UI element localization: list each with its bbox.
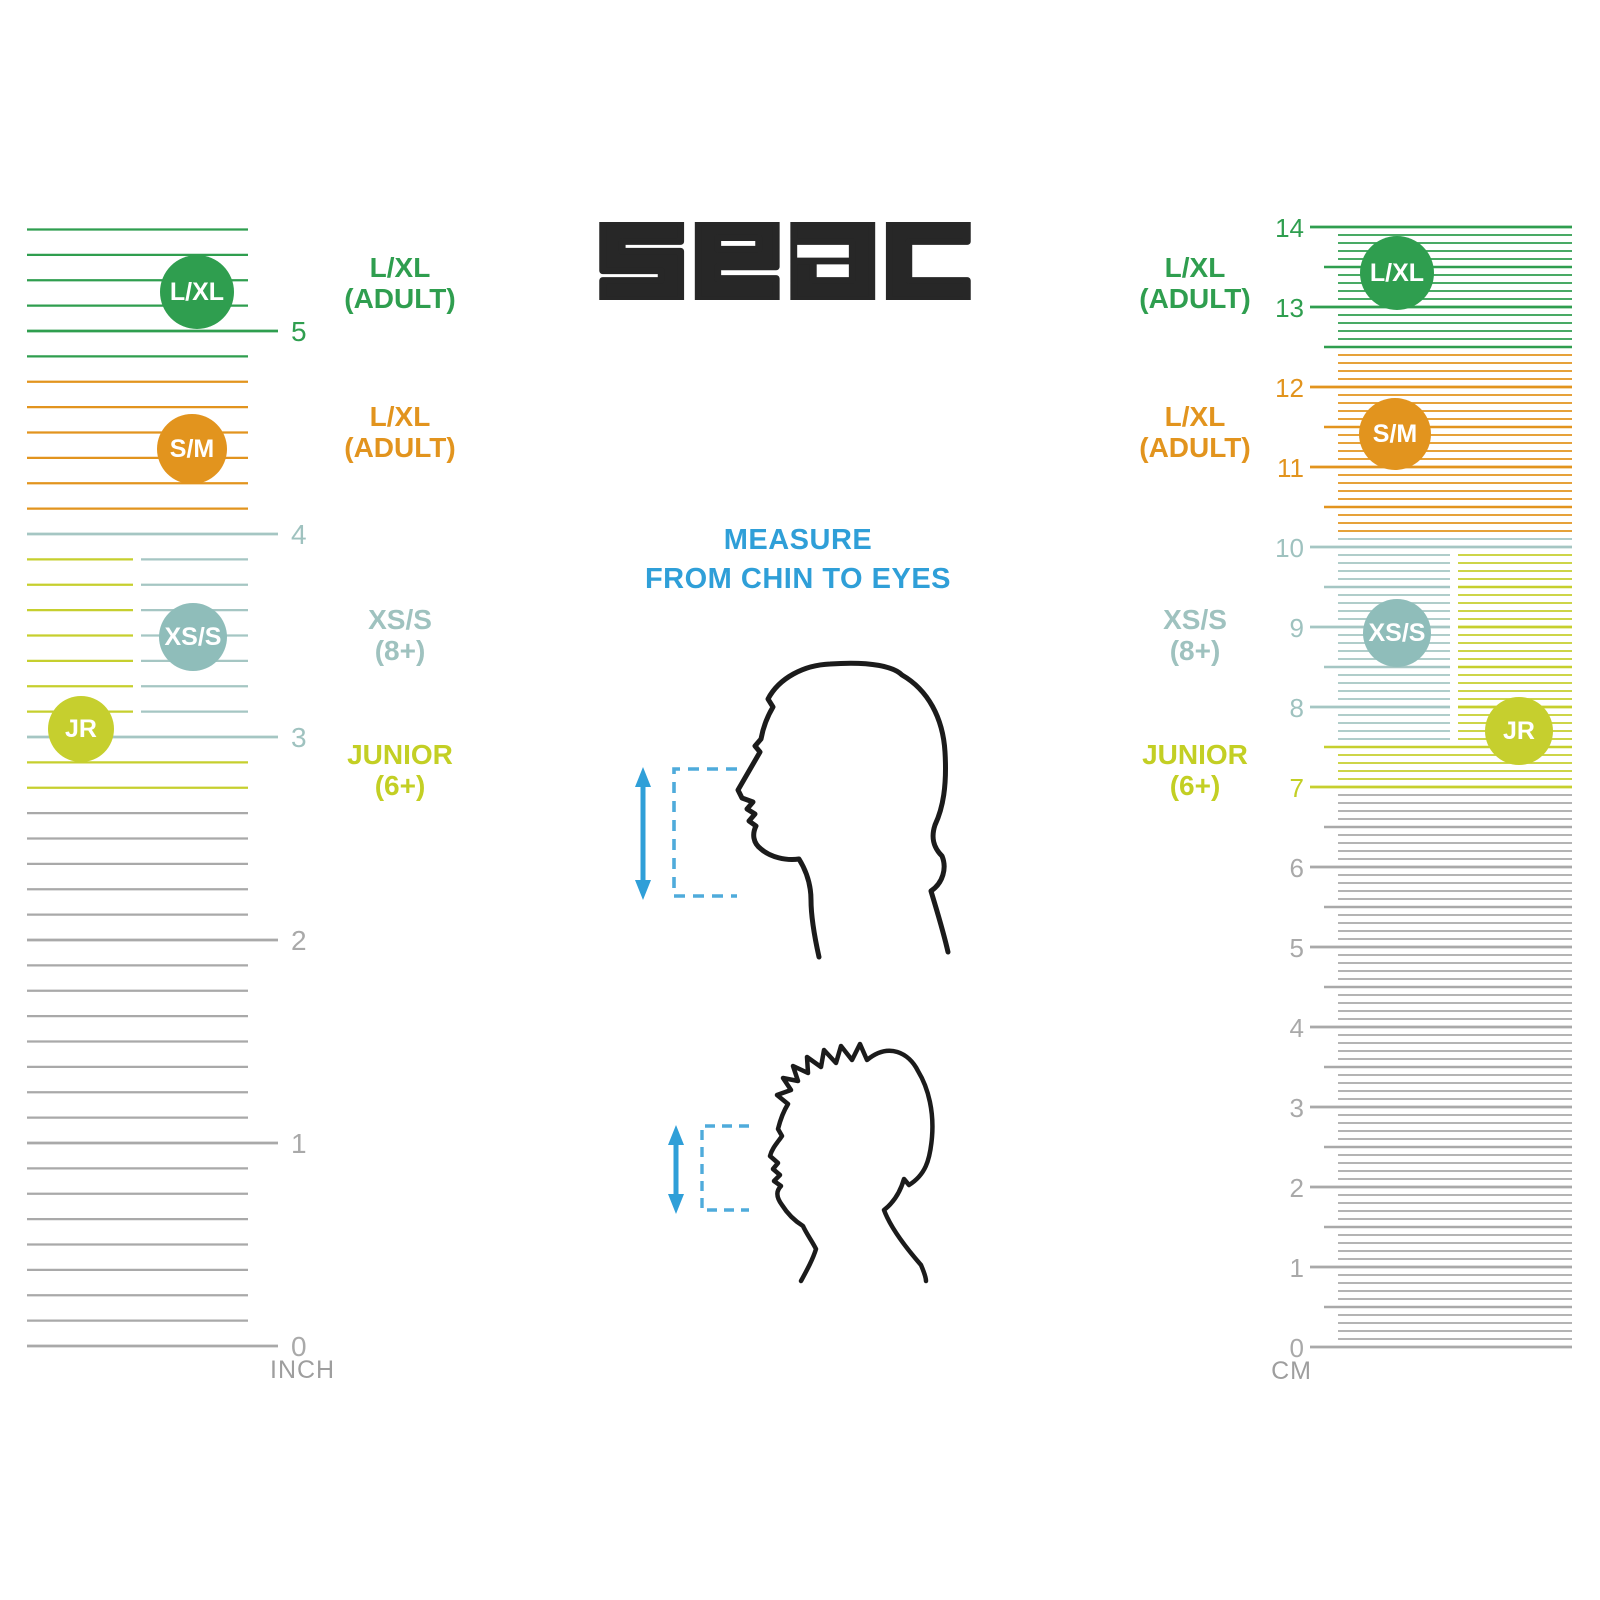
size-band-qualifier: (6+) — [374, 770, 426, 801]
size-band-title: XS/S — [1163, 604, 1227, 635]
ruler-tick-number: 7 — [1289, 773, 1304, 803]
size-circle-jr: JR — [48, 696, 114, 762]
ruler-tick-number: 6 — [1289, 853, 1304, 883]
size-band-label — [270, 401, 530, 463]
ruler-tick-number: 5 — [291, 316, 307, 347]
size-circle-s-m: S/M — [157, 414, 227, 484]
child-measure-arrow — [668, 1125, 749, 1214]
size-band-title: JUNIOR — [1142, 739, 1248, 770]
size-band-label — [1065, 401, 1325, 463]
size-circle-xs-s: XS/S — [1363, 599, 1431, 667]
ruler-tick-number: 3 — [291, 722, 307, 753]
ruler-tick-number: 9 — [1289, 613, 1304, 643]
measure-heading-line2: FROM CHIN TO EYES — [644, 563, 952, 595]
ruler-tick-number: 1 — [1289, 1253, 1304, 1283]
ruler-tick-number: 4 — [291, 519, 307, 550]
size-band-qualifier: (ADULT) — [1139, 432, 1251, 463]
size-band-qualifier: (ADULT) — [344, 432, 456, 463]
size-band-qualifier: (8+) — [1169, 635, 1221, 666]
size-band-title: L/XL — [369, 252, 431, 283]
size-band-qualifier: (ADULT) — [344, 283, 456, 314]
adult-head-figure — [738, 663, 948, 957]
ruler-tick-number: 0 — [1289, 1333, 1304, 1363]
size-band-qualifier: (8+) — [374, 635, 426, 666]
size-circle-jr: JR — [1485, 697, 1553, 765]
adult-measure-arrow — [635, 767, 737, 900]
size-band-label — [270, 739, 530, 801]
ruler-tick-number: 13 — [1275, 293, 1304, 323]
size-band-label — [1065, 252, 1325, 314]
size-band-label — [270, 252, 530, 314]
ruler-tick-number: 4 — [1289, 1013, 1304, 1043]
inch-ruler — [27, 230, 307, 1363]
ruler-tick-number: 1 — [291, 1128, 307, 1159]
size-band-title: L/XL — [369, 401, 431, 432]
size-circle-xs-s: XS/S — [159, 603, 227, 671]
ruler-tick-number: 11 — [1277, 453, 1304, 483]
ruler-tick-number: 10 — [1275, 533, 1304, 563]
cm-unit-label: CM — [1271, 1357, 1312, 1385]
size-band-title: XS/S — [368, 604, 432, 635]
ruler-tick-number: 5 — [1289, 933, 1304, 963]
size-band-title: JUNIOR — [347, 739, 453, 770]
ruler-tick-number: 2 — [1289, 1173, 1304, 1203]
measure-heading-line1: MEASURE — [723, 524, 873, 556]
size-band-title: L/XL — [1164, 252, 1226, 283]
size-band-qualifier: (6+) — [1169, 770, 1221, 801]
ruler-tick-number: 14 — [1275, 213, 1304, 243]
size-circle-s-m: S/M — [1359, 398, 1431, 470]
size-band-qualifier: (ADULT) — [1139, 283, 1251, 314]
size-band-label — [1065, 739, 1325, 801]
ruler-tick-number: 8 — [1289, 693, 1304, 723]
child-head-figure — [770, 1044, 932, 1281]
size-circle-l-xl: L/XL — [160, 255, 234, 329]
size-band-label — [1065, 604, 1325, 666]
inch-unit-label: INCH — [270, 1356, 336, 1384]
size-circle-l-xl: L/XL — [1360, 236, 1434, 310]
size-band-label — [270, 604, 530, 666]
ruler-tick-number: 12 — [1275, 373, 1304, 403]
ruler-tick-number: 0 — [291, 1331, 307, 1362]
ruler-tick-number: 2 — [291, 925, 307, 956]
ruler-tick-number: 3 — [1289, 1093, 1304, 1123]
size-band-title: L/XL — [1164, 401, 1226, 432]
